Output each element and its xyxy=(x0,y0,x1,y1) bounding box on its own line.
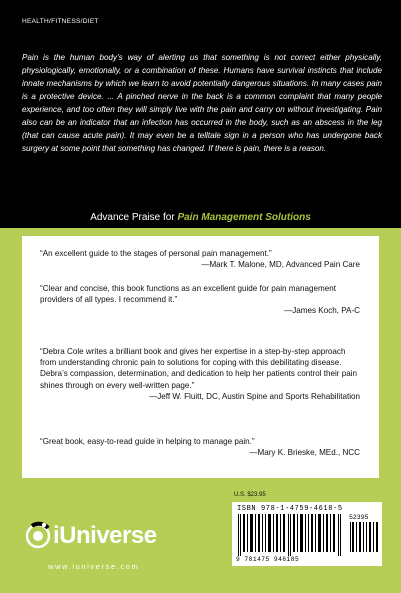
praise-lead: Advance Praise for xyxy=(90,212,178,223)
quote-text: “Great book, easy-to-read guide in helping to manage pain.” xyxy=(40,437,255,446)
price-code: 52395 xyxy=(349,514,369,521)
quote-text: “Debra Cole writes a brilliant book and gives her expertise in a step-by-step approach from understanding chronic pain to solutions for coping with this debilitating disease. Debra’s compassion, determination, and dedication to help her patients control their pain shines through on every well-written page.” xyxy=(40,347,358,390)
quote-attribution: —Jeff W. Fluitt, DC, Austin Spine and Sports Rehabilitation xyxy=(149,391,360,401)
price-label: U.S. $23.95 xyxy=(234,492,266,498)
publisher-url: www.iuniverse.com xyxy=(48,562,140,571)
book-blurb: Pain is the human body’s way of alerting us that something is not correct either physically, physiologically, emotionally, or a combination of these. Humans have survival instincts that include innate mechanisms by which we learn to avoid potentially dangerous situations. In many cases pain is a protective device. ... A pinched nerve in the back is a common complaint that many people experience, and too often they will simply live with the pain and carry on without investigating. Pain also can be an indicator that an infection has occurred in the body, such as an abscess in the leg (that can cause acute pain). It may even be a telltale sign in a person who has undergone back surgery at some point that something has changed. If there is pain, there is a reason. xyxy=(22,53,382,154)
quote-2 xyxy=(40,283,362,317)
category-label: HEALTH/FITNESS/DIET xyxy=(22,18,99,25)
barcode-number: 9 781475 946185 xyxy=(236,556,300,563)
quote-4 xyxy=(40,436,362,458)
quote-attribution: —Mary K. Brieske, MEd., NCC xyxy=(249,448,360,458)
praise-book-title: Pain Management Solutions xyxy=(177,212,311,223)
quote-text: “An excellent guide to the stages of personal pain management.” xyxy=(40,249,272,258)
quote-attribution: —Mark T. Malone, MD, Advanced Pain Care xyxy=(201,260,360,270)
barcode-icon xyxy=(236,514,346,556)
quote-1 xyxy=(40,248,362,270)
quote-text: “Clear and concise, this book functions as an excellent guide for pain management providers of all types. I recommend it.” xyxy=(40,284,337,305)
quote-3 xyxy=(40,346,362,402)
praise-heading xyxy=(0,212,401,223)
addon-barcode-icon xyxy=(349,522,379,552)
isbn-label: ISBN 978-1-4759-4618-5 xyxy=(237,505,343,513)
quote-attribution: —James Koch, PA-C xyxy=(284,306,360,316)
publisher-name: iUniverse xyxy=(53,522,157,549)
